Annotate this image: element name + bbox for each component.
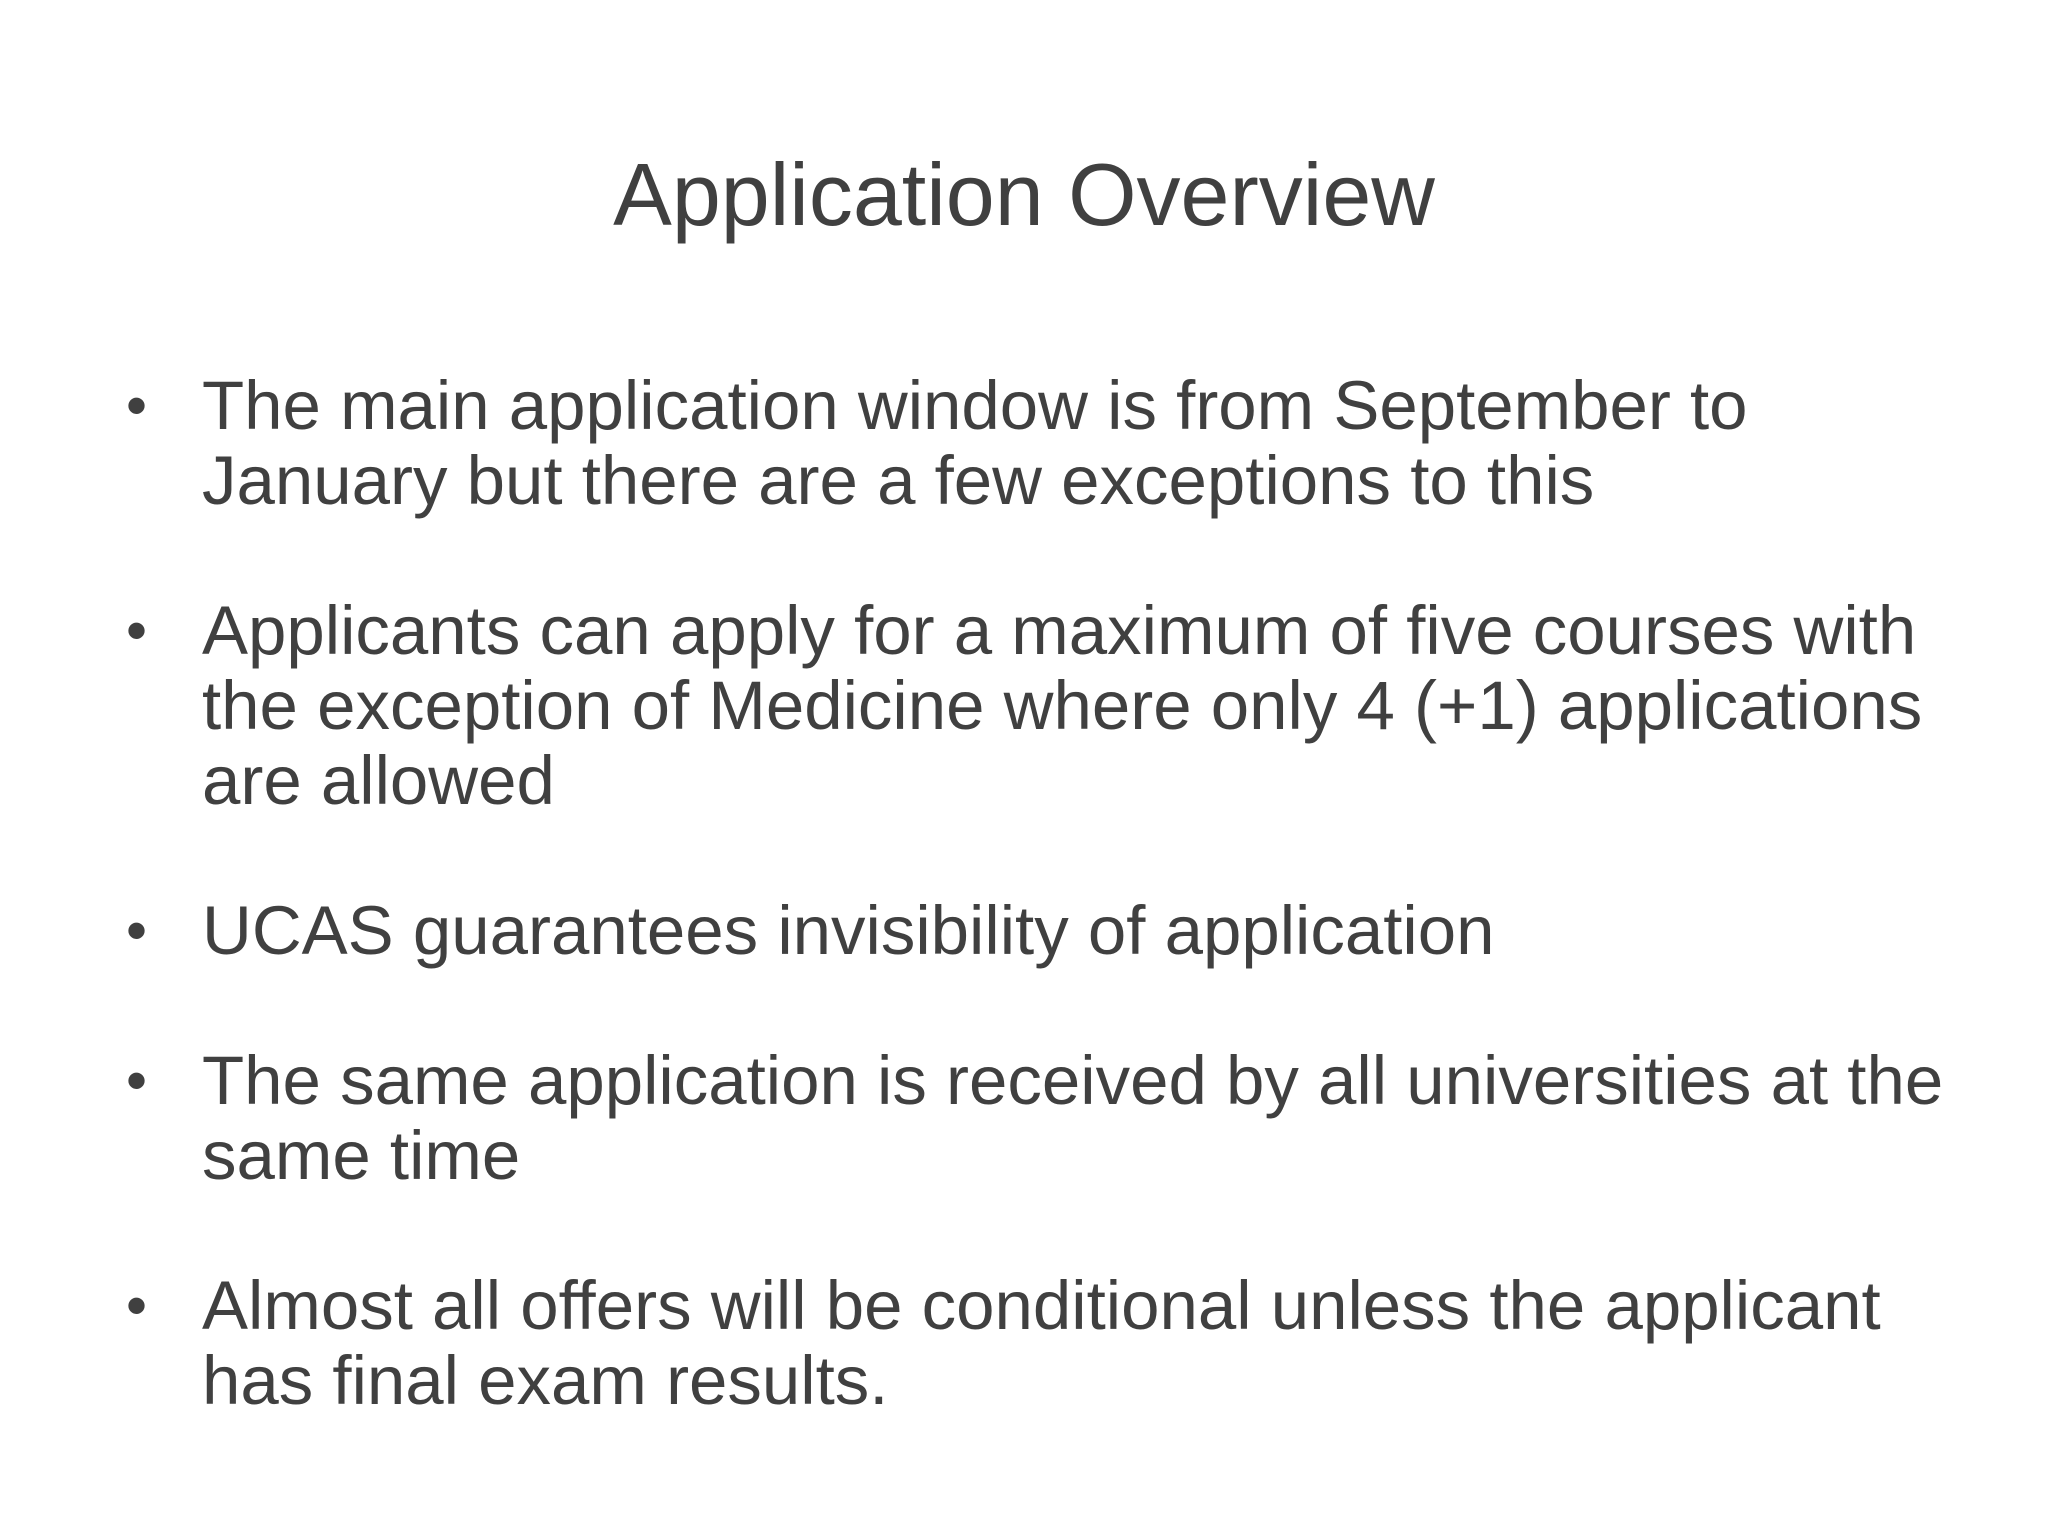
bullet-icon: •	[126, 1047, 148, 1114]
bullet-text: Almost all offers will be conditional unless the applicant has final exam results.	[202, 1267, 1881, 1419]
bullet-text: Applicants can apply for a maximum of five courses with the exception of Medicine where only 4 (+1) applications are allowed	[202, 592, 1923, 819]
list-item	[120, 893, 2000, 968]
bullet-icon: •	[126, 372, 148, 439]
list-item	[120, 1268, 2000, 1418]
list-item	[120, 593, 2000, 818]
bullet-icon: •	[126, 1272, 148, 1339]
slide-title: Application Overview	[613, 145, 1435, 244]
bullet-text: UCAS guarantees invisibility of application	[202, 892, 1495, 969]
bullet-text: The main application window is from September to January but there are a few exceptions to this	[202, 367, 1748, 519]
bullet-list	[120, 368, 2000, 1418]
bullet-icon: •	[126, 897, 148, 964]
bullet-icon: •	[126, 597, 148, 664]
bullet-text: The same application is received by all universities at the same time	[202, 1042, 1944, 1194]
list-item	[120, 368, 2000, 518]
list-item	[120, 1043, 2000, 1193]
